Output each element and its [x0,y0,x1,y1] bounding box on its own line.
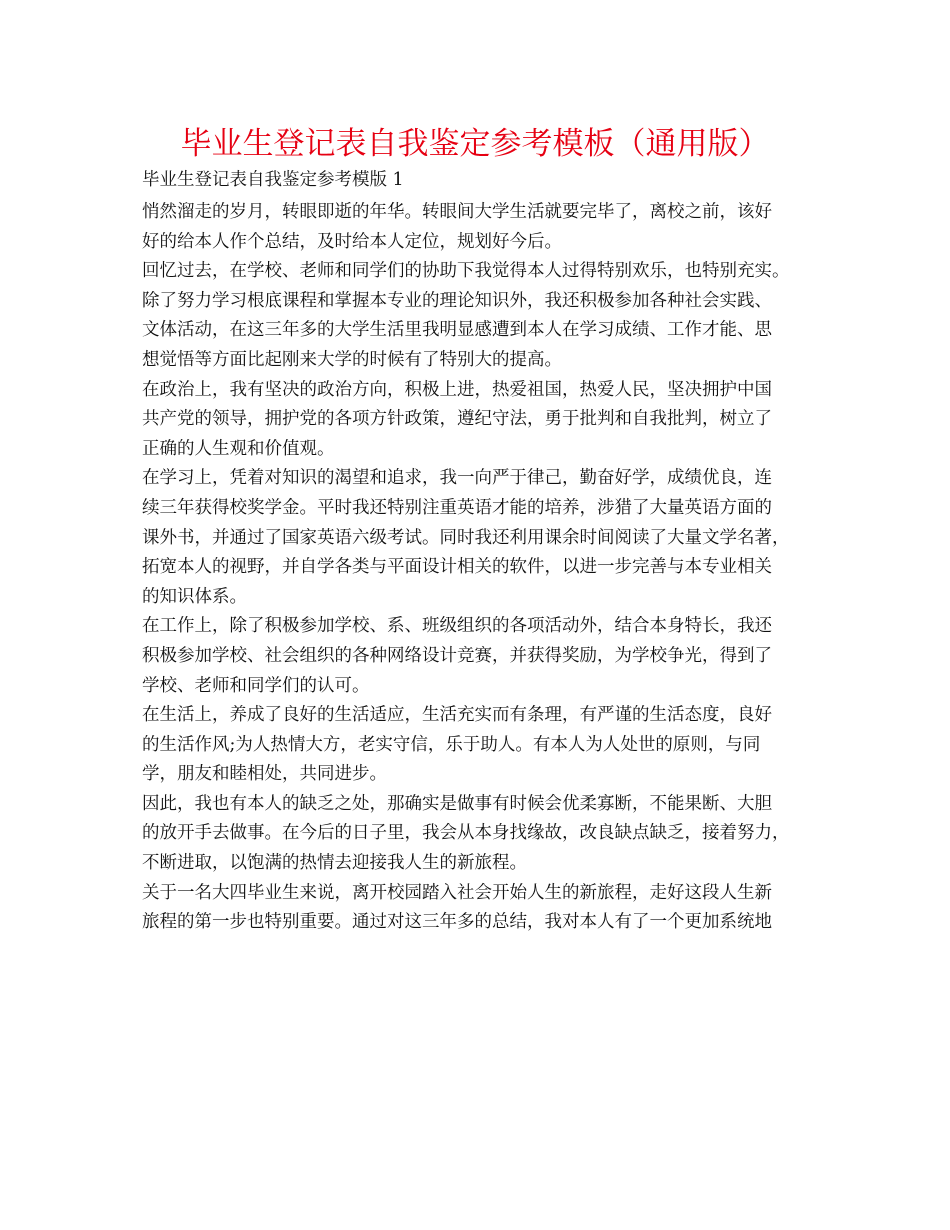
paragraph-line: 不断进取，以饱满的热情去迎接我人生的新旅程。 [142,853,527,874]
paragraph-line: 共产党的领导，拥护党的各项方针政策，遵纪守法，勇于批判和自我批判，树立了 [142,409,772,430]
paragraph [142,701,832,790]
paragraph-line: 在学习上，凭着对知识的渴望和追求，我一向严于律己，勤奋好学，成绩优良，连 [142,468,772,489]
paragraph-line: 课外书，并通过了国家英语六级考试。同时我还利用课余时间阅读了大量文学名著， [142,527,790,548]
paragraph-line: 续三年获得校奖学金。平时我还特别注重英语才能的培养，涉猎了大量英语方面的 [142,497,772,518]
document-body [142,198,832,938]
paragraph-line: 在工作上，除了积极参加学校、系、班级组织的各项活动外，结合本身特长，我还 [142,616,772,637]
document-title: 毕业生登记表自我鉴定参考模板（通用版） [180,126,770,162]
paragraph-line: 在生活上，养成了良好的生活适应，生活充实而有条理，有严谨的生活态度，良好 [142,705,772,726]
paragraph [142,257,832,375]
paragraph-line: 积极参加学校、社会组织的各种网络设计竞赛，并获得奖励，为学校争光，得到了 [142,645,772,666]
paragraph-line: 在政治上，我有坚决的政治方向，积极上进，热爱祖国，热爱人民，坚决拥护中国 [142,379,772,400]
paragraph-line: 悄然溜走的岁月，转眼即逝的年华。转眼间大学生活就要完毕了，离校之前，该好 [142,202,772,222]
paragraph [142,198,832,257]
paragraph-line: 关于一名大四毕业生来说，离开校园踏入社会开始人生的新旅程，走好这段人生新 [142,882,772,903]
paragraph-line: 文体活动，在这三年多的大学生活里我明显感遭到本人在学习成绩、工作才能、思 [142,320,772,341]
paragraph [142,376,832,465]
paragraph-line: 旅程的第一步也特别重要。通过对这三年多的总结，我对本人有了一个更加系统地 [142,912,772,933]
paragraph-line: 的放开手去做事。在今后的日子里，我会从本身找缘故，改良缺点缺乏，接着努力， [142,823,790,844]
paragraph-line: 的生活作风;为人热情大方，老实守信，乐于助人。有本人为人处世的原则，与同 [142,734,761,755]
paragraph [142,612,832,701]
paragraph-line: 想觉悟等方面比起刚来大学的时候有了特别大的提高。 [142,349,562,370]
paragraph-line: 好的给本人作个总结，及时给本人定位，规划好今后。 [142,231,562,252]
paragraph-line: 学，朋友和睦相处，共同进步。 [142,764,387,785]
paragraph-line: 因此，我也有本人的缺乏之处，那确实是做事有时候会优柔寡断，不能果断、大胆 [142,793,772,814]
paragraph-line: 正确的人生观和价值观。 [142,438,335,459]
paragraph-line: 除了努力学习根底课程和掌握本专业的理论知识外，我还积极参加各种社会实践、 [142,290,772,311]
paragraph [142,879,832,938]
paragraph-line: 拓宽本人的视野，并自学各类与平面设计相关的软件，以进一步完善与本专业相关 [142,557,772,578]
paragraph-line: 学校、老师和同学们的认可。 [142,675,370,696]
paragraph-line: 回忆过去，在学校、老师和同学们的协助下我觉得本人过得特别欢乐，也特别充实。 [142,261,790,282]
paragraph [142,464,832,612]
paragraph-line: 的知识体系。 [142,586,247,607]
paragraph [142,790,832,879]
document-subtitle: 毕业生登记表自我鉴定参考模版 1 [142,170,404,190]
